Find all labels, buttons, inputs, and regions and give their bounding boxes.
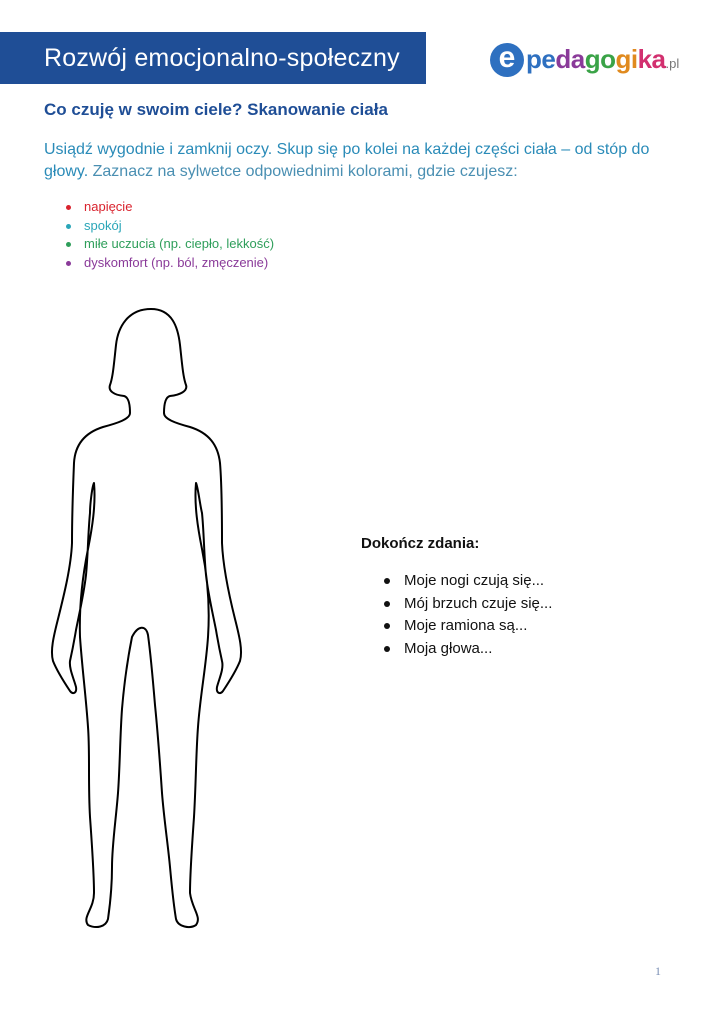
- logo-segment: pe: [526, 44, 556, 74]
- color-legend: [62, 198, 274, 272]
- intro-part-1: Usiądź wygodnie i zamknij oczy. Skup się po kolei na każdej części ciała – od stóp do głowy.: [44, 141, 650, 180]
- female-body-outline-icon[interactable]: [48, 305, 260, 929]
- sentence-prompts-list: [383, 570, 552, 660]
- logo-wordmark: [526, 43, 679, 80]
- header-title: Rozwój emocjonalno-społeczny: [44, 44, 400, 72]
- section-title: Co czuję w swoim ciele? Skanowanie ciała: [44, 100, 388, 119]
- sentence-prompt-arms: Moje ramiona są...: [383, 615, 552, 638]
- sentence-prompt-legs: Moje nogi czują się...: [383, 570, 552, 593]
- legend-item-pleasant: miłe uczucia (np. ciepło, lekkość): [62, 235, 274, 254]
- intro-paragraph: [44, 139, 664, 183]
- legend-item-calm: spokój: [62, 217, 274, 236]
- logo-segment: gi: [615, 44, 638, 74]
- legend-item-tension: napięcie: [62, 198, 274, 217]
- sentence-prompt-belly: Mój brzuch czuje się...: [383, 593, 552, 616]
- logo-segment: go: [584, 44, 616, 74]
- epedagogika-logo: [490, 41, 680, 79]
- logo-segment: ka: [637, 44, 666, 74]
- logo-e-icon: e: [490, 43, 524, 77]
- page-number: 1: [655, 964, 661, 978]
- intro-part-2: Zaznacz na sylwetce odpowiednimi kolorami, gdzie czujesz:: [88, 163, 518, 180]
- logo-segment: da: [555, 44, 585, 74]
- complete-sentences-title: Dokończ zdania:: [361, 535, 480, 552]
- sentence-prompt-head: Moja głowa...: [383, 638, 552, 661]
- logo-suffix: .pl: [665, 56, 680, 71]
- legend-item-discomfort: dyskomfort (np. ból, zmęczenie): [62, 254, 274, 273]
